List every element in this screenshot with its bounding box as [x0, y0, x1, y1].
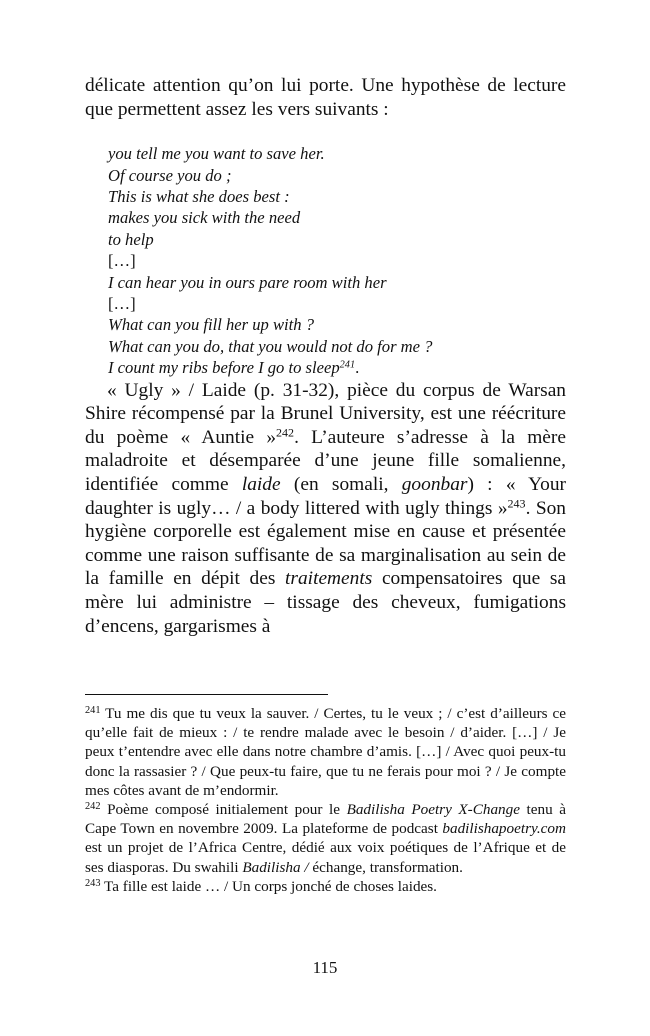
footnote-ref-241[interactable]: 241 — [339, 359, 356, 371]
footnote-text: Ta fille est laide … / Un corps jonché de choses laides. — [100, 877, 437, 895]
paragraph-2-text: . Son hygiène corporelle est également mise en cause et présentée comme une raison suffisante de sa marginalisation au sein de la famille en dépit des — [85, 497, 566, 590]
paragraph-2-text: « Ugly » / Laide (p. 31-32), pièce du corpus de Warsan Shire récompensé par la Brunel University, est une réécriture du poème « Auntie » — [85, 379, 566, 448]
poem-line: What can you do, that you would not do for me ? — [108, 336, 433, 356]
main-text — [85, 74, 566, 638]
footnote-text: échange, transformation. — [308, 858, 463, 876]
footnote-ref-243[interactable]: 243 — [507, 496, 526, 511]
paragraph-1: délicate attention qu’on lui porte. Une hypothèse de lecture que permettent assez les vers suivants : — [85, 75, 566, 120]
poem-line-last — [108, 357, 566, 378]
poem-line: This is what she does best : — [108, 187, 290, 206]
footnote-separator — [85, 694, 328, 695]
paragraph-2-text: (en somali, — [280, 474, 402, 496]
footnote-242 — [85, 800, 566, 877]
poem-ellipsis: […] — [108, 251, 136, 271]
footnote-number: 242 — [85, 800, 101, 812]
italic-term: Badilisha Poetry X-Change — [346, 801, 520, 819]
paragraph-2 — [85, 379, 566, 639]
footnote-text: tenu à Cape Town en novembre 2009. La plateforme de podcast — [85, 801, 567, 838]
paragraph-2-text: compensatoires que sa mère lui administre – tissage des cheveux, fumigations d’encens, gargarismes à — [85, 568, 566, 637]
footnote-number: 241 — [85, 704, 101, 716]
footnote-text: Tu me dis que tu veux la sauver. / Certes, tu le veux ; / c’est d’ailleurs ce qu’elle fait de mieux : / te rendre malade avec le besoin / d’aider. […] / Je peux t’entendre avec elle dans notre chambre d’amis. […] / Avec quoi peux-tu donc la rassasier ? / Que peux-tu faire, que tu ne ferais pour moi ? / Je compte mes côtes avant de m’endormir. — [85, 705, 566, 799]
poem-line: makes you sick with the need — [108, 208, 301, 228]
poem-line: you tell me you want to save her. — [108, 144, 325, 164]
footnote-243 — [85, 877, 566, 896]
footnotes — [85, 704, 566, 896]
poem-end-punct: . — [355, 358, 360, 378]
poem-line-text: I count my ribs before I go to sleep — [108, 358, 340, 378]
italic-term: traitements — [285, 568, 373, 590]
poem-line: Of course you do ; — [108, 165, 232, 185]
footnote-ref-242[interactable]: 242 — [276, 425, 295, 440]
poem-line: to help — [108, 229, 154, 249]
footnote-text: Poème composé initialement pour le — [100, 801, 347, 819]
footnote-text: est un projet de l’Africa Centre, dédié aux voix poétiques de l’Afrique et de ses diasporas. Du swahili — [85, 839, 566, 876]
poem-quote — [108, 143, 566, 378]
page-number: 115 — [312, 958, 338, 977]
italic-term: laide — [241, 474, 281, 496]
poem-line: I can hear you in ours pare room with her — [108, 272, 387, 292]
paragraph-2-text: ) : « Your daughter is ugly… / a body littered with ugly things » — [85, 474, 566, 519]
footnote-241 — [85, 704, 566, 800]
poem-ellipsis: […] — [108, 294, 136, 314]
footnote-number: 243 — [85, 877, 101, 889]
paragraph-2-text: . L’auteure s’adresse à la mère maladroite et désemparée d’une jeune fille somalienne, identifiée comme — [85, 426, 566, 496]
poem-line: What can you fill her up with ? — [108, 315, 315, 335]
italic-term: goonbar — [401, 474, 468, 496]
italic-term: Badilisha / — [242, 858, 309, 876]
italic-link: badilishapoetry.com — [442, 820, 566, 838]
